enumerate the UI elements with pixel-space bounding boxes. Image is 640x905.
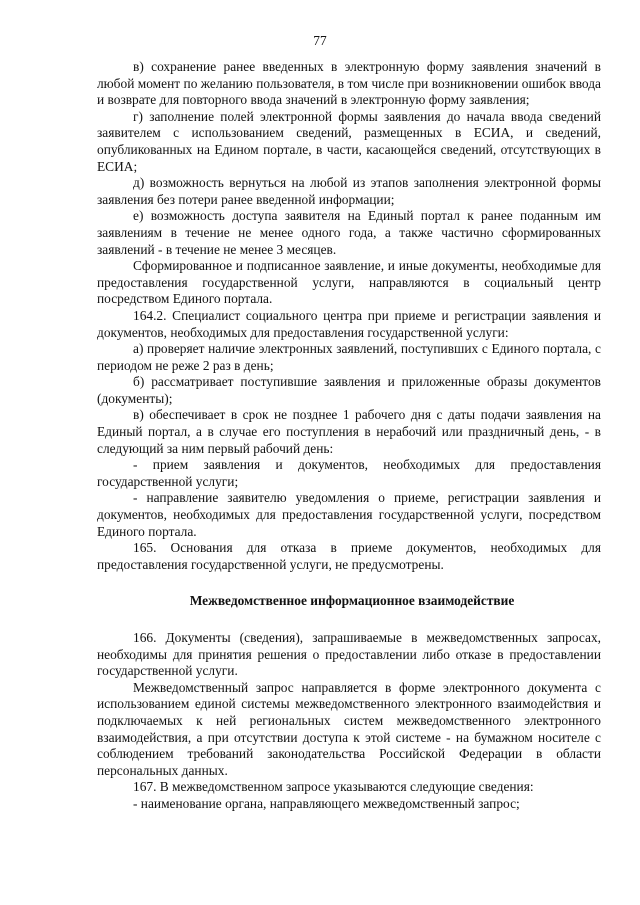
paragraph: - наименование органа, направляющего межведомственный запрос;	[133, 795, 520, 811]
paragraph: - направление заявителю уведомления о приеме, регистрации заявления и документов, необходимых для предоставления государственной услуги, посредством Единого портала.	[97, 490, 601, 539]
section-heading: Межведомственное информационное взаимодействие	[189, 593, 515, 609]
paragraph: 167. В межведомственном запросе указываются следующие сведения:	[133, 779, 534, 795]
paragraph: 164.2. Специалист социального центра при приеме и регистрации заявления и документов, необходимых для предоставления государственной услуги:	[97, 307, 601, 340]
spacer	[97, 573, 601, 593]
paragraph: д) возможность вернуться на любой из этапов заполнения электронной формы заявления без потери ранее введенной информации;	[97, 175, 601, 207]
paragraph: б) рассматривает поступившие заявления и приложенные образы документов (документы);	[97, 374, 601, 406]
paragraph: Межведомственный запрос направляется в форме электронного документа с использованием единой системы межведомственного электронного взаимодействия и подключаемых к ней региональных систем межведомственного электронного взаимодействия, а при отсутствии доступа к этой системе - на бумажном носителе с соблюдением требований законодательства Российской Федерации в области персональных данных.	[97, 679, 601, 778]
paragraph: 166. Документы (сведения), запрашиваемые в межведомственных запросах, необходимы для принятия решения о предоставлении либо отказе в предоставлении государственной услуги.	[97, 630, 601, 679]
paragraph: - прием заявления и документов, необходимых для предоставления государственной услуги;	[97, 457, 601, 489]
paragraph: г) заполнение полей электронной формы заявления до начала ввода сведений заявителем с использованием сведений, размещенных в ЕСИА, и сведений, опубликованных на Едином портале, в части, касающейся сведений, отсутствующих в ЕСИА;	[97, 108, 601, 174]
paragraph: Сформированное и подписанное заявление, и иные документы, необходимые для предоставления государственной услуги, направляются в социальный центр посредством Единого портала.	[97, 258, 601, 307]
paragraph: в) сохранение ранее введенных в электронную форму заявления значений в любой момент по желанию пользователя, в том числе при возникновении ошибок ввода и возврате для повторного ввода значений в электронную форму заявления;	[97, 59, 601, 108]
document-body	[97, 59, 601, 813]
page-number: 77	[313, 33, 327, 48]
spacer	[97, 610, 601, 630]
paragraph: а) проверяет наличие электронных заявлений, поступивших с Единого портала, с периодом не реже 2 раз в день;	[97, 341, 601, 373]
paragraph: в) обеспечивает в срок не позднее 1 рабочего дня с даты подачи заявления на Единый портал, а в случае его поступления в нерабочий или праздничный день, - в следующий за ним первый рабочий день:	[97, 407, 601, 456]
paragraph: 165. Основания для отказа в приеме документов, необходимых для предоставления государственной услуги, не предусмотрены.	[97, 540, 601, 572]
paragraph: е) возможность доступа заявителя на Единый портал к ранее поданным им заявлениям в течение не менее одного года, а также частично сформированных заявлений - в течение не менее 3 месяцев.	[97, 208, 601, 257]
